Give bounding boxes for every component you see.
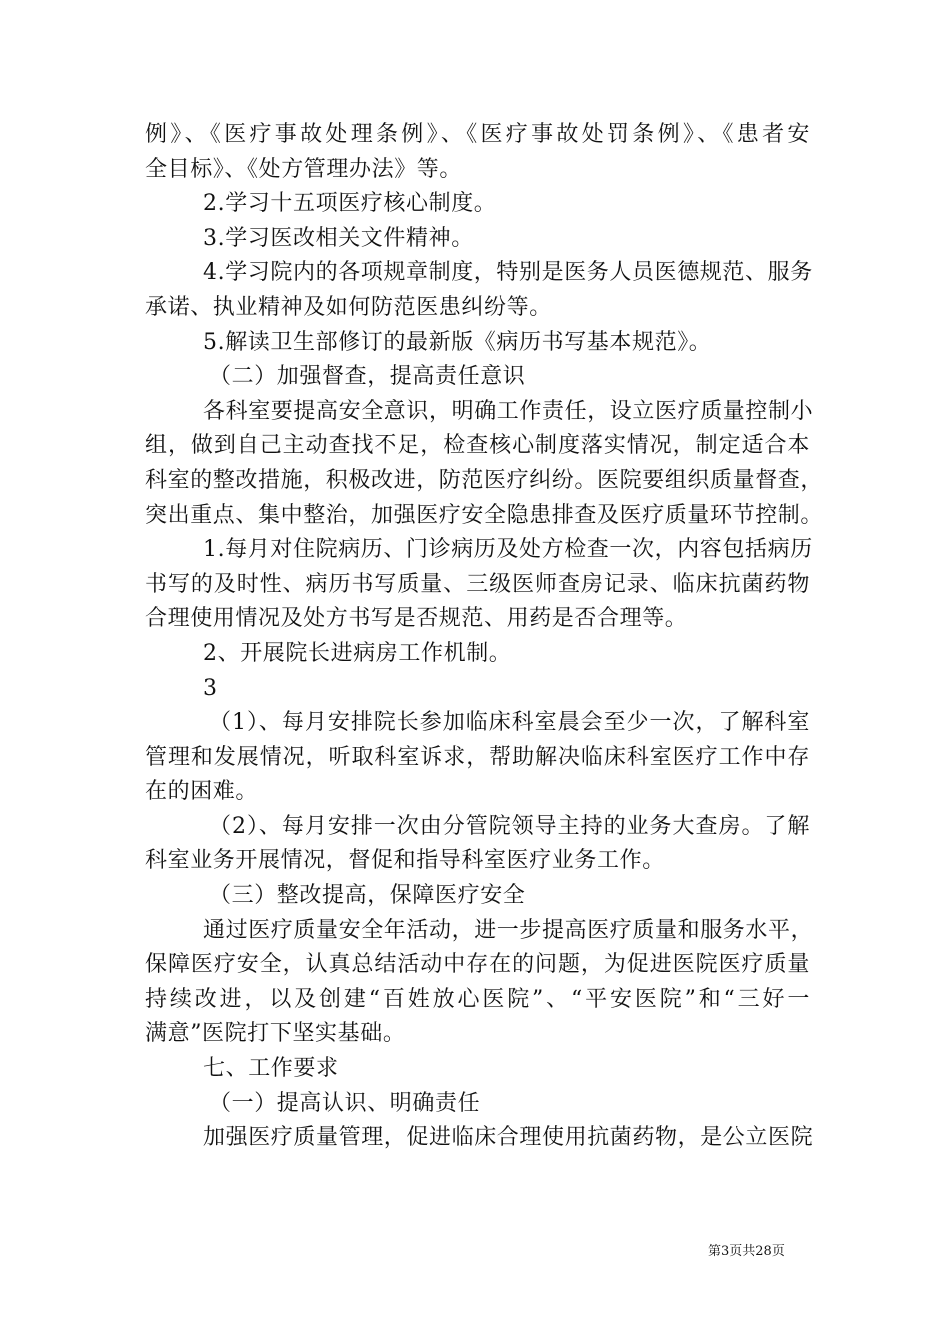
paragraph-line: 在的困难。 [145,779,259,805]
list-item: 4.学习院内的各项规章制度，特别是医务人员医德规范、服务 [203,260,813,286]
section-heading: 七、工作要求 [203,1056,339,1082]
document-body [145,118,824,1156]
paragraph-line: 承诺、执业精神及如何防范医患纠纷等。 [145,294,552,320]
paragraph-line: 书写的及时性、病历书写质量、三级医师查房记录、临床抗菌药物 [145,571,810,597]
paragraph-line: 满意”医院打下坚实基础。 [145,1021,406,1047]
paragraph-line: 管理和发展情况，听取科室诉求，帮助解决临床科室医疗工作中存 [145,744,810,770]
paragraph-line: 加强医疗质量管理，促进临床合理使用抗菌药物，是公立医院 [203,1125,814,1151]
page-number: 第3页共28页 [708,1244,785,1259]
paragraph-line: 全目标》、《处方管理办法》等。 [145,156,463,182]
paragraph-line: 保障医疗安全，认真总结活动中存在的问题，为促进医院医疗质量 [145,952,810,978]
section-heading: （一）提高认识、明确责任 [209,1090,481,1116]
list-item: 2.学习十五项医疗核心制度。 [203,191,497,217]
list-item: 5.解读卫生部修订的最新版《病历书写基本规范》。 [203,329,712,355]
paragraph-line: 例》、《医疗事故处理条例》、《医疗事故处罚条例》、《患者安 [145,122,810,147]
paragraph-line: 科室的整改措施，积极改进，防范医疗纠纷。医院要组织质量督查， [145,467,824,493]
paragraph-line: 各科室要提高安全意识，明确工作责任，设立医疗质量控制小 [203,398,814,424]
paragraph-line: 持续改进，以及创建“百姓放心医院”、“平安医院”和“三好一 [145,986,810,1012]
list-item: （2）、每月安排一次由分管院领导主持的业务大查房。了解 [209,813,810,839]
list-item: 2、开展院长进病房工作机制。 [203,640,512,666]
section-heading: （二）加强督查，提高责任意识 [209,364,526,390]
list-item: 3 [203,675,218,701]
section-heading: （三）整改提高，保障医疗安全 [209,883,526,909]
paragraph-line: 通过医疗质量安全年活动，进一步提高医疗质量和服务水平， [203,917,814,943]
paragraph-line: 组，做到自己主动查找不足，检查核心制度落实情况，制定适合本 [145,433,810,459]
paragraph-line: 科室业务开展情况，督促和指导科室医疗业务工作。 [145,848,665,874]
list-item: 1.每月对住院病历、门诊病历及处方检查一次，内容包括病历 [203,537,813,563]
list-item: （1）、每月安排院长参加临床科室晨会至少一次，了解科室 [209,710,810,736]
list-item: 3.学习医改相关文件精神。 [203,225,474,251]
paragraph-line: 合理使用情况及处方书写是否规范、用药是否合理等。 [145,606,688,632]
paragraph-line: 突出重点、集中整治，加强医疗安全隐患排查及医疗质量环节控制。 [145,502,824,528]
